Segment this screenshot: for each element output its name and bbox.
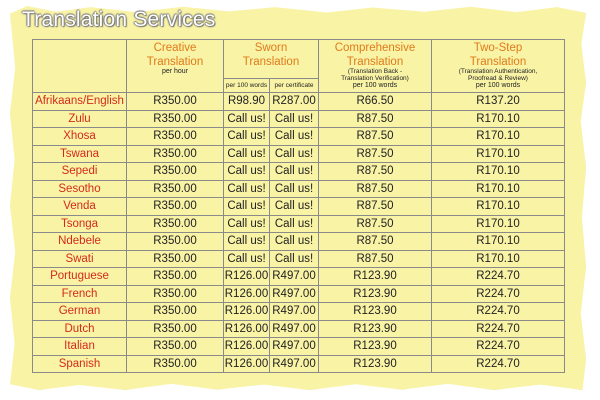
col-header-comprehensive [319, 40, 432, 93]
language-cell: Portuguese [33, 268, 127, 286]
table-row [33, 268, 565, 286]
col-header-unit: per hour [161, 68, 189, 75]
creative-rate-cell: R350.00 [127, 163, 224, 181]
table-row [33, 198, 565, 216]
table-row [33, 320, 565, 338]
creative-rate-cell: R350.00 [127, 355, 224, 373]
col-header-line: Two-Step [473, 42, 523, 54]
language-cell: German [33, 303, 127, 321]
sworn-word-rate-cell: R126.00 [224, 320, 270, 338]
sworn-word-rate-cell: Call us! [224, 233, 270, 251]
language-cell: Italian [33, 338, 127, 356]
sworn-word-rate-cell: Call us! [224, 163, 270, 181]
sworn-cert-rate-cell: R287.00 [270, 93, 319, 111]
language-cell: Dutch [33, 320, 127, 338]
twostep-rate-cell: R224.70 [432, 303, 565, 321]
sworn-cert-rate-cell: Call us! [270, 128, 319, 146]
comprehensive-rate-cell: R87.50 [319, 215, 432, 233]
col-header-line: Translation [242, 56, 300, 68]
creative-rate-cell: R350.00 [127, 215, 224, 233]
col-header-line: Translation [146, 56, 204, 68]
sworn-word-rate-cell: Call us! [224, 198, 270, 216]
twostep-rate-cell: R170.10 [432, 250, 565, 268]
table-row [33, 163, 565, 181]
col-subheader-sworn-words: per 100 words [224, 78, 270, 92]
table-row [33, 355, 565, 373]
twostep-rate-cell: R170.10 [432, 233, 565, 251]
sworn-cert-rate-cell: Call us! [270, 110, 319, 128]
comprehensive-rate-cell: R87.50 [319, 128, 432, 146]
table-row [33, 180, 565, 198]
col-header-note: Proofread & Review) [468, 75, 528, 82]
creative-rate-cell: R350.00 [127, 198, 224, 216]
corner-cell [33, 40, 127, 93]
language-cell: Swati [33, 250, 127, 268]
twostep-rate-cell: R170.10 [432, 180, 565, 198]
language-cell: Afrikaans/English [33, 93, 127, 111]
twostep-rate-cell: R224.70 [432, 268, 565, 286]
table-row [33, 303, 565, 321]
col-header-sworn [224, 40, 319, 79]
twostep-rate-cell: R137.20 [432, 93, 565, 111]
twostep-rate-cell: R170.10 [432, 145, 565, 163]
sworn-cert-rate-cell: R497.00 [270, 285, 319, 303]
language-cell: Sepedi [33, 163, 127, 181]
sworn-word-rate-cell: R126.00 [224, 285, 270, 303]
table-row [33, 285, 565, 303]
sworn-word-rate-cell: R126.00 [224, 268, 270, 286]
comprehensive-rate-cell: R123.90 [319, 303, 432, 321]
sworn-cert-rate-cell: R497.00 [270, 320, 319, 338]
language-cell: French [33, 285, 127, 303]
sworn-word-rate-cell: Call us! [224, 128, 270, 146]
sworn-cert-rate-cell: R497.00 [270, 355, 319, 373]
comprehensive-rate-cell: R87.50 [319, 198, 432, 216]
comprehensive-rate-cell: R123.90 [319, 355, 432, 373]
twostep-rate-cell: R170.10 [432, 215, 565, 233]
comprehensive-rate-cell: R87.50 [319, 250, 432, 268]
comprehensive-rate-cell: R87.50 [319, 110, 432, 128]
sworn-word-rate-cell: R126.00 [224, 303, 270, 321]
col-header-unit: per 100 words [475, 82, 521, 89]
col-header-note: (Translation Authentication, [458, 68, 538, 75]
comprehensive-rate-cell: R87.50 [319, 163, 432, 181]
table-row [33, 145, 565, 163]
twostep-rate-cell: R224.70 [432, 355, 565, 373]
sworn-cert-rate-cell: Call us! [270, 163, 319, 181]
col-header-line: Comprehensive [334, 42, 416, 54]
sworn-cert-rate-cell: R497.00 [270, 338, 319, 356]
sworn-cert-rate-cell: Call us! [270, 198, 319, 216]
sworn-cert-rate-cell: Call us! [270, 233, 319, 251]
twostep-rate-cell: R224.70 [432, 338, 565, 356]
comprehensive-rate-cell: R123.90 [319, 285, 432, 303]
comprehensive-rate-cell: R66.50 [319, 93, 432, 111]
comprehensive-rate-cell: R87.50 [319, 145, 432, 163]
col-header-unit: per 100 words [352, 82, 398, 89]
col-header-note: (Translation Back - [347, 68, 403, 75]
comprehensive-rate-cell: R87.50 [319, 233, 432, 251]
creative-rate-cell: R350.00 [127, 285, 224, 303]
page-title: Translation Services [22, 8, 216, 31]
language-cell: Zulu [33, 110, 127, 128]
table-row [33, 233, 565, 251]
creative-rate-cell: R350.00 [127, 303, 224, 321]
table-row [33, 215, 565, 233]
sworn-word-rate-cell: Call us! [224, 110, 270, 128]
sworn-word-rate-cell: Call us! [224, 215, 270, 233]
sworn-cert-rate-cell: Call us! [270, 250, 319, 268]
table-row [33, 250, 565, 268]
comprehensive-rate-cell: R87.50 [319, 180, 432, 198]
sworn-cert-rate-cell: R497.00 [270, 303, 319, 321]
twostep-rate-cell: R224.70 [432, 285, 565, 303]
creative-rate-cell: R350.00 [127, 110, 224, 128]
language-cell: Tsonga [33, 215, 127, 233]
sworn-cert-rate-cell: Call us! [270, 145, 319, 163]
twostep-rate-cell: R170.10 [432, 128, 565, 146]
col-header-note: Translation Verification) [341, 75, 409, 82]
sworn-word-rate-cell: Call us! [224, 250, 270, 268]
twostep-rate-cell: R170.10 [432, 110, 565, 128]
comprehensive-rate-cell: R123.90 [319, 338, 432, 356]
twostep-rate-cell: R170.10 [432, 198, 565, 216]
col-header-twostep [432, 40, 565, 93]
col-header-line: Sworn [254, 42, 288, 54]
creative-rate-cell: R350.00 [127, 338, 224, 356]
language-cell: Xhosa [33, 128, 127, 146]
col-subheader-sworn-cert: per certificate [270, 78, 319, 92]
header-row [33, 40, 565, 79]
sworn-word-rate-cell: R126.00 [224, 338, 270, 356]
col-header-line: Translation [469, 56, 527, 68]
language-cell: Venda [33, 198, 127, 216]
creative-rate-cell: R350.00 [127, 233, 224, 251]
language-cell: Sesotho [33, 180, 127, 198]
table-row [33, 93, 565, 111]
sworn-cert-rate-cell: Call us! [270, 215, 319, 233]
col-header-line: Creative [153, 42, 197, 54]
creative-rate-cell: R350.00 [127, 93, 224, 111]
pricing-table [32, 39, 565, 373]
sworn-word-rate-cell: Call us! [224, 180, 270, 198]
language-cell: Tswana [33, 145, 127, 163]
table-row [33, 128, 565, 146]
sworn-cert-rate-cell: R497.00 [270, 268, 319, 286]
creative-rate-cell: R350.00 [127, 320, 224, 338]
twostep-rate-cell: R224.70 [432, 320, 565, 338]
sworn-word-rate-cell: Call us! [224, 145, 270, 163]
comprehensive-rate-cell: R123.90 [319, 320, 432, 338]
language-cell: Spanish [33, 355, 127, 373]
table-row [33, 110, 565, 128]
twostep-rate-cell: R170.10 [432, 163, 565, 181]
creative-rate-cell: R350.00 [127, 268, 224, 286]
creative-rate-cell: R350.00 [127, 250, 224, 268]
sworn-word-rate-cell: R126.00 [224, 355, 270, 373]
creative-rate-cell: R350.00 [127, 128, 224, 146]
sworn-cert-rate-cell: Call us! [270, 180, 319, 198]
creative-rate-cell: R350.00 [127, 145, 224, 163]
col-header-line: Translation [346, 56, 404, 68]
col-header-creative [127, 40, 224, 93]
sworn-word-rate-cell: R98.90 [224, 93, 270, 111]
table-row [33, 338, 565, 356]
creative-rate-cell: R350.00 [127, 180, 224, 198]
comprehensive-rate-cell: R123.90 [319, 268, 432, 286]
language-cell: Ndebele [33, 233, 127, 251]
